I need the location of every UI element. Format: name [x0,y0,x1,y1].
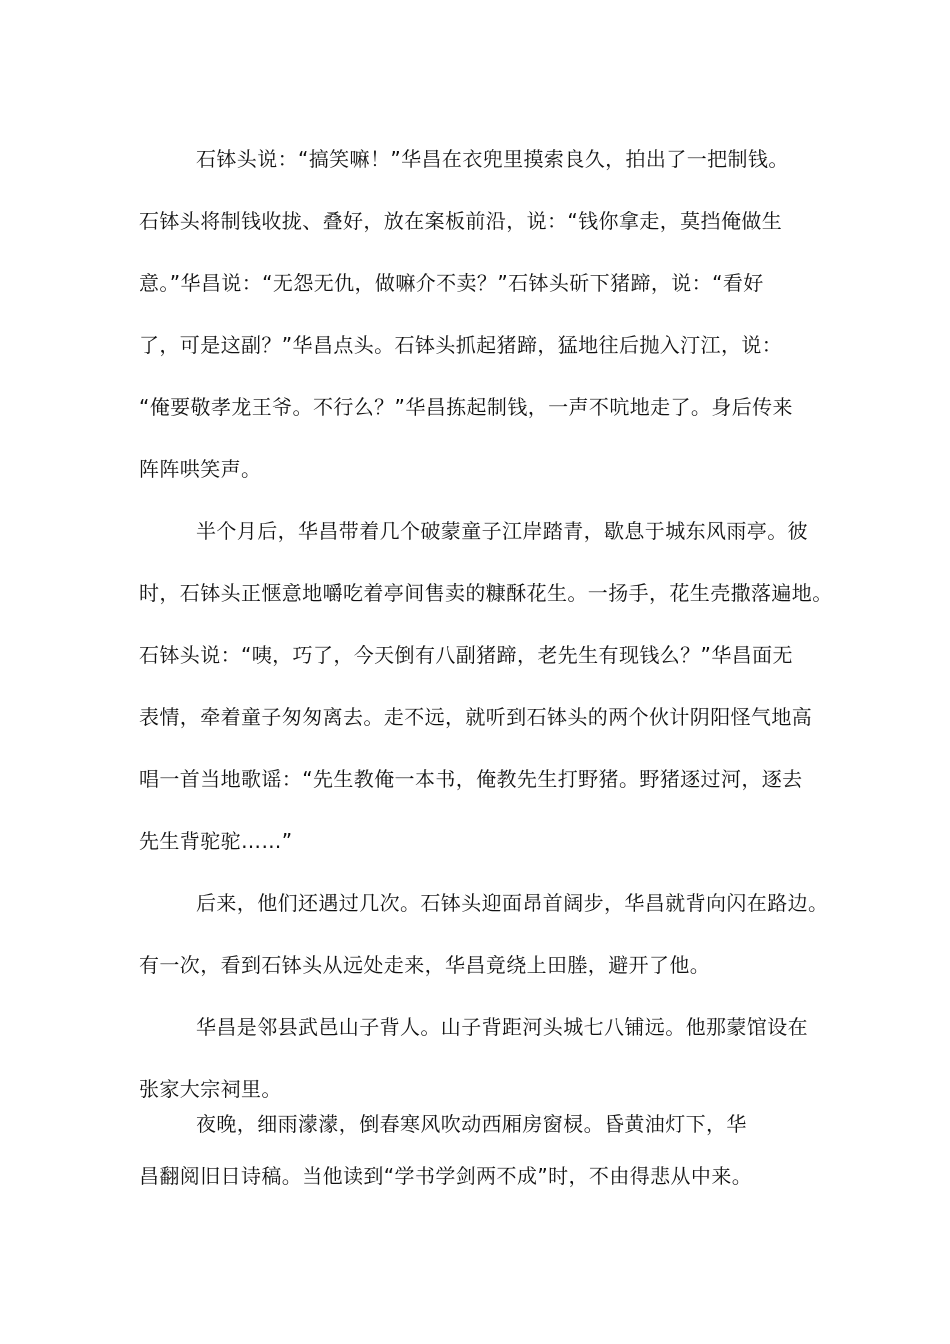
text-line: 夜晚，细雨濛濛，倒春寒风吹动西厢房窗棂。昏黄油灯下，华 [196,1112,747,1136]
text-line: 后来，他们还遇过几次。石钵头迎面昂首阔步，华昌就背向闪在路边。 [196,891,829,915]
text-line: 表情，牵着童子匆匆离去。走不远，就听到石钵头的两个伙计阴阳怪气地高 [139,705,813,729]
text-line: 了，可是这副？”华昌点头。石钵头抓起猪蹄，猛地往后抛入汀江，说： [139,333,783,357]
text-line: 意。”华昌说：“无怨无仇，做嘛介不卖？”石钵头斫下猪蹄，说：“看好 [139,271,764,295]
text-line: 石钵头将制钱收拢、叠好，放在案板前沿，说：“钱你拿走，莫挡俺做生 [139,209,783,233]
text-line: 有一次，看到石钵头从远处走来，华昌竟绕上田塍，避开了他。 [139,953,711,977]
text-line: 昌翻阅旧日诗稿。当他读到“学书学剑两不成”时，不由得悲从中来。 [139,1164,753,1188]
text-line: 张家大宗祠里。 [139,1077,282,1101]
text-line: 石钵头说：“咦，巧了，今天倒有八副猪蹄，老先生有现钱么？”华昌面无 [139,643,793,667]
text-line: 华昌是邻县武邑山子背人。山子背距河头城七八铺远。他那蒙馆设在 [196,1015,808,1039]
text-line: 阵阵哄笑声。 [139,457,262,481]
text-line: 先生背驼驼……” [139,829,293,853]
text-line: 时，石钵头正惬意地嚼吃着亭间售卖的糠酥花生。一扬手，花生壳撒落遍地。 [139,581,833,605]
text-line: 唱一首当地歌谣：“先生教俺一本书，俺教先生打野猪。野猪逐过河，逐去 [139,767,803,791]
text-line: “俺要敬孝龙王爷。不行么？”华昌拣起制钱，一声不吭地走了。身后传来 [139,395,793,419]
text-line: 石钵头说：“搞笑嘛！”华昌在衣兜里摸索良久，拍出了一把制钱。 [196,147,789,171]
text-line: 半个月后，华昌带着几个破蒙童子江岸踏青，歇息于城东风雨亭。彼 [196,519,808,543]
